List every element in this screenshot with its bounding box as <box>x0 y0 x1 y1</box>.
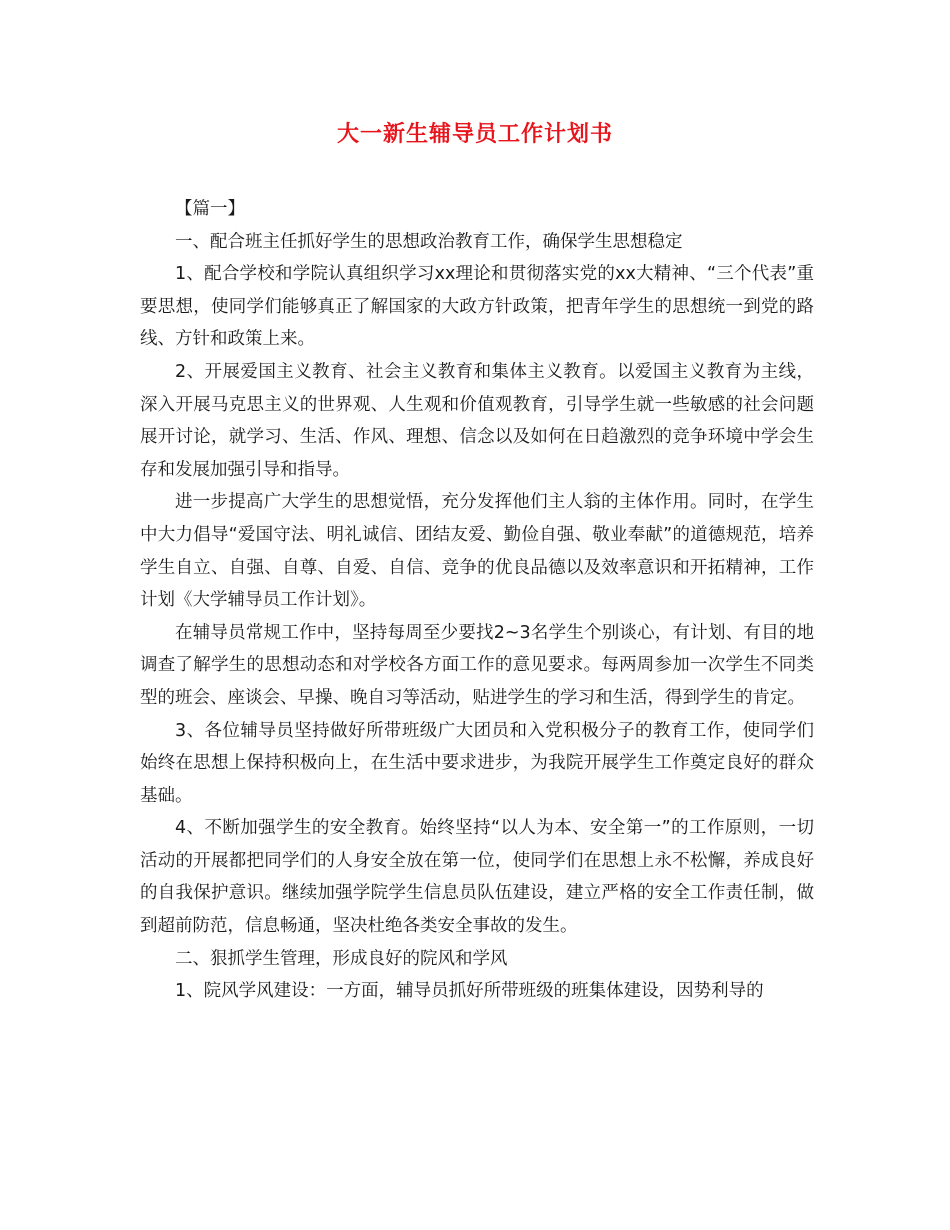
paragraph: 在辅导员常规工作中，坚持每周至少要找2~3名学生个别谈心，有计划、有目的地调查了解学生的思想动态和对学校各方面工作的意见要求。每两周参加一次学生不同类型的班会、座谈会、早操、晚自习等活动，贴进学生的学习和生活，得到学生的肯定。 <box>140 622 814 708</box>
paragraph: 进一步提高广大学生的思想觉悟，充分发挥他们主人翁的主体作用。同时，在学生中大力倡导“爱国守法、明礼诚信、团结友爱、勤俭自强、敬业奉献”的道德规范，培养学生自立、自强、自尊、自爱、自信、竞争的优良品德以及效率意识和开拓精神，工作计划《大学辅导员工作计划》。 <box>140 492 814 611</box>
section-heading: 二、狠抓学生管理，形成良好的院风和学风 <box>175 948 508 969</box>
paragraph: 1、院风学风建设：一方面，辅导员抓好所带班级的班集体建设，因势利导的 <box>175 981 764 1002</box>
paragraph: 1、配合学校和学院认真组织学习xx理论和贯彻落实党的xx大精神、“三个代表”重要思想，使同学们能够真正了解国家的大政方针政策，把青年学生的思想统一到党的路线、方针和政策上来。 <box>140 264 814 350</box>
paragraph: 3、各位辅导员坚持做好所带班级广大团员和入党积极分子的教育工作，使同学们始终在思想上保持积极向上，在生活中要求进步，为我院开展学生工作奠定良好的群众基础。 <box>140 720 814 806</box>
document-body <box>140 193 814 1008</box>
section-marker: 【篇一】 <box>175 199 245 219</box>
document-title: 大一新生辅导员工作计划书 <box>336 122 613 147</box>
paragraph: 2、开展爱国主义教育、社会主义教育和集体主义教育。以爱国主义教育为主线，深入开展马克思主义的世界观、人生观和价值观教育，引导学生就一些敏感的社会问题展开讨论，就学习、生活、作风、理想、信念以及如何在日趋激烈的竞争环境中学会生存和发展加强引导和指导。 <box>140 361 814 480</box>
section-heading: 一、配合班主任抓好学生的思想政治教育工作，确保学生思想稳定 <box>175 231 683 252</box>
paragraph: 4、不断加强学生的安全教育。始终坚持“以人为本、安全第一”的工作原则，一切活动的开展都把同学们的人身安全放在第一位，使同学们在思想上永不松懈，养成良好的自我保护意识。继续加强学院学生信息员队伍建设，建立严格的安全工作责任制，做到超前防范，信息畅通，坚决杜绝各类安全事故的发生。 <box>140 818 814 937</box>
